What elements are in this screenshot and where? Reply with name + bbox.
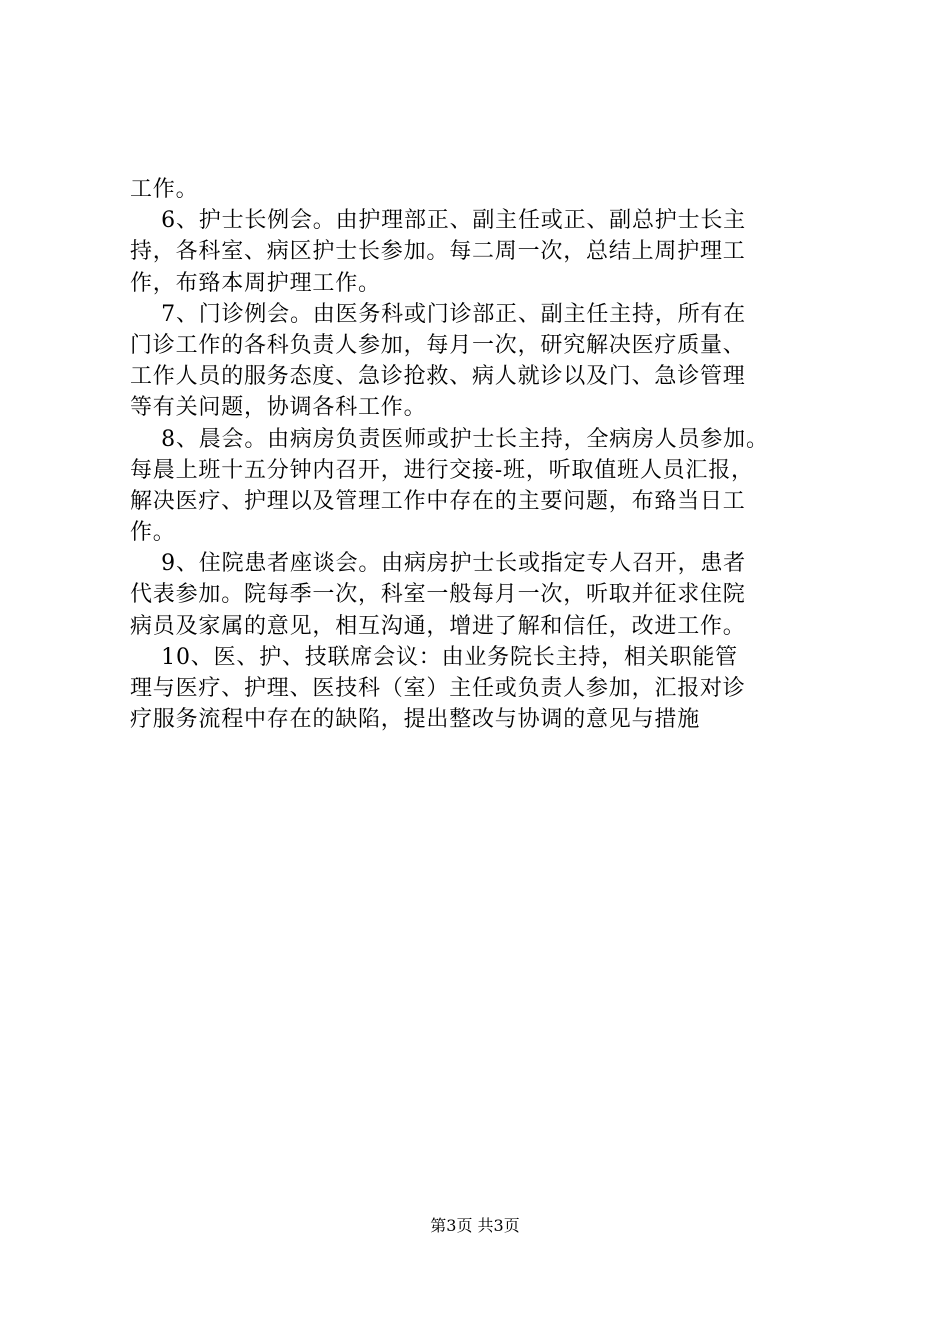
- text-line: 作。: [130, 520, 176, 546]
- text-line: 理与医疗、护理、医技科（室）主任或负责人参加，汇报对诊: [130, 676, 746, 701]
- text-line: 作，布臵本周护理工作。: [130, 270, 381, 296]
- text-line: 每晨上班十五分钟内召开，进行交接-班，听取值班人员汇报，: [130, 457, 754, 483]
- text-line: 9、住院患者座谈会。由病房护士长或指定专人召开，患者: [130, 551, 746, 577]
- text-line: 工作人员的服务态度、急诊抢救、病人就诊以及门、急诊管理: [130, 364, 746, 390]
- document-body: [130, 174, 830, 735]
- text-line: 代表参加。院每季一次，科室一般每月一次，听取并征求住院: [130, 582, 746, 608]
- text-line: 门诊工作的各科负责人参加，每月一次，研究解决医疗质量、: [130, 332, 746, 358]
- text-line: 解决医疗、护理以及管理工作中存在的主要问题，布臵当日工: [130, 488, 746, 514]
- text-line: 6、护士长例会。由护理部正、副主任或正、副总护士长主: [130, 208, 746, 234]
- text-line: 8、晨会。由病房负责医师或护士长主持，全病房人员参加。: [130, 426, 769, 452]
- text-line: 7、门诊例会。由医务科或门诊部正、副主任主持，所有在: [130, 301, 746, 327]
- text-line: 病员及家属的意见，相互沟通，增进了解和信任，改进工作。: [130, 613, 746, 639]
- page-number-footer: 第3页 共3页: [430, 1216, 520, 1235]
- text-line: 疗服务流程中存在的缺陷，提出整改与协调的意见与措施: [130, 707, 701, 733]
- text-line: 等有关问题，协调各科工作。: [130, 395, 427, 421]
- text-line: 10、医、护、技联席会议：由业务院长主持，相关职能管: [130, 644, 738, 670]
- text-line: 工作。: [130, 177, 199, 202]
- text-line: 持，各科室、病区护士长参加。每二周一次，总结上周护理工: [130, 239, 746, 265]
